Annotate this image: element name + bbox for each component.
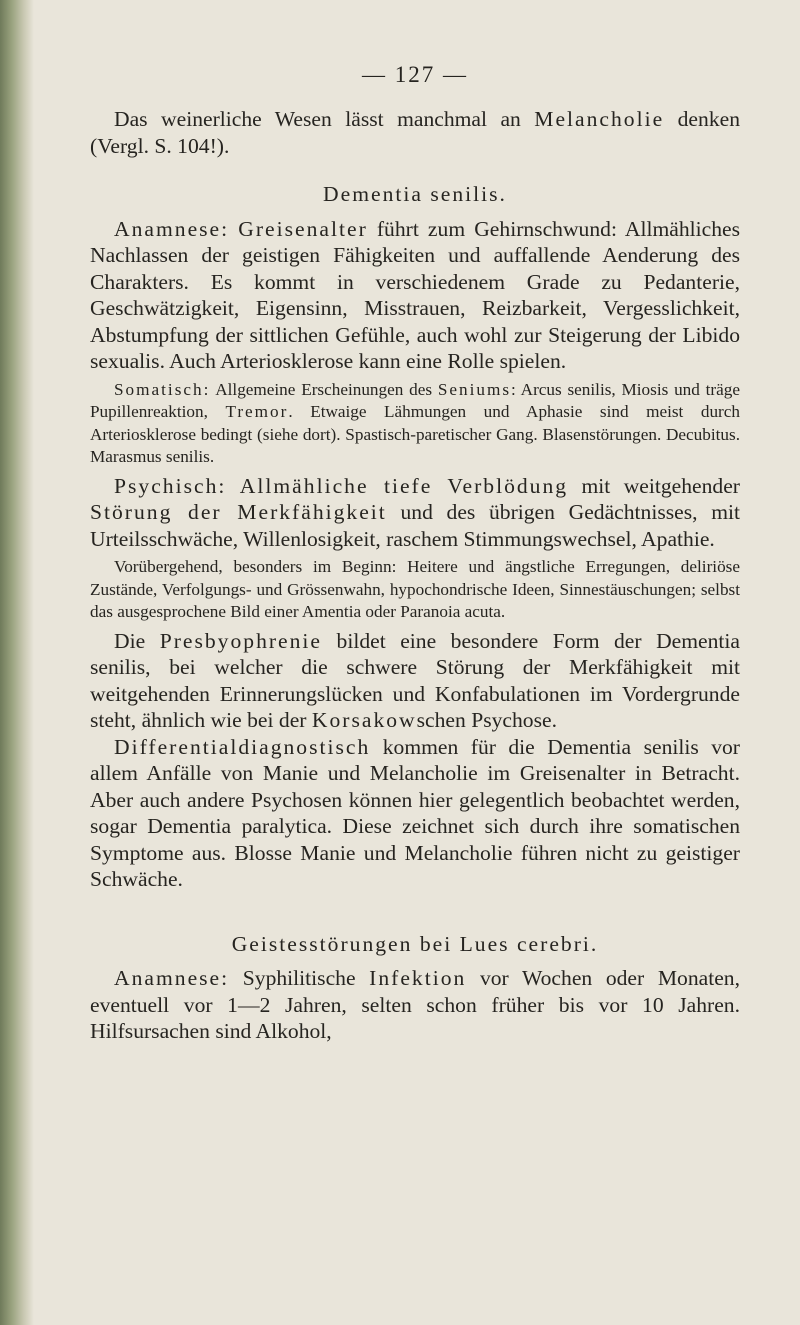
presbyophrenie-spaced1: Presbyophrenie bbox=[159, 628, 323, 653]
page-content bbox=[90, 62, 740, 1045]
section-title-lues-cerebri: Geistesstörungen bei Lues cerebri. bbox=[231, 931, 599, 956]
psychisch-paragraph bbox=[90, 473, 740, 553]
lues-anamnese-text-b: vor Wochen oder Monaten, eventuell vor 1—2 Jahren, selten schon früher bis vor 10 Jahren. Hilfsursachen sind Alkohol, bbox=[90, 966, 740, 1043]
presbyophrenie-text-a: Die bbox=[114, 628, 160, 653]
differential-text: kommen für die Dementia senilis vor allem Anfälle von Manie und Melancholie im Greisenalter in Betracht. Aber auch andere Psychosen können hier gelegentlich beobachtet werden, sogar Dementia paralytica. Diese zeichnet sich durch ihre somatischen Symptome aus. Blosse Manie und Melancholie führen nicht zu geistiger Schwäche. bbox=[90, 734, 740, 891]
psychisch-label: Psychisch: bbox=[114, 473, 227, 498]
intro-spaced: Melancholie bbox=[534, 107, 665, 131]
book-binding-edge bbox=[0, 0, 34, 1325]
anamnese-label: Anamnese: bbox=[114, 216, 230, 241]
intro-paragraph bbox=[90, 106, 740, 159]
somatisch-spaced2: Tremor bbox=[225, 402, 289, 421]
psychisch-spaced1: Allmähliche tiefe Verblödung bbox=[239, 473, 569, 498]
lues-anamnese-paragraph bbox=[90, 965, 740, 1045]
presbyophrenie-text-b: bildet eine besondere Form der Dementia senilis, bei welcher die schwere Störung der Merkfähigkeit mit weitgehenden Erinnerungslücken und Konfabulationen im Vordergrunde steht, ähnlich wie bei der bbox=[90, 628, 741, 732]
psychisch-spaced2: Störung der Merkfähigkeit bbox=[90, 500, 387, 524]
presbyophrenie-paragraph bbox=[90, 628, 740, 734]
differential-paragraph bbox=[90, 734, 740, 893]
somatisch-paragraph bbox=[90, 379, 740, 469]
anamnese-paragraph bbox=[90, 216, 740, 375]
lues-anamnese-text-a: Syphilitische bbox=[229, 966, 370, 990]
somatisch-text-a: Allgemeine Erscheinungen des bbox=[210, 379, 438, 399]
lues-anamnese-spaced: Infektion bbox=[369, 966, 467, 990]
section-title-dementia-senilis: Dementia senilis. bbox=[323, 182, 507, 206]
intro-text-a: Das weinerliche Wesen lässt manchmal an bbox=[114, 107, 535, 131]
somatisch-spaced1: Seniums bbox=[437, 379, 512, 399]
somatisch-text-b: : Arcus senilis, Miosis und träge Pupillenreaktion, bbox=[90, 379, 741, 421]
somatisch-label: Somatisch: bbox=[114, 379, 211, 399]
somatisch-text-c: . Etwaige Lähmungen und Aphasie sind meist durch Arteriosklerose bedingt (siehe dort). Spastisch-paretischer Gang. Blasenstörungen. Decubitus. Marasmus senilis. bbox=[90, 402, 740, 466]
presbyophrenie-text-c: schen Psychose. bbox=[416, 708, 557, 732]
page-number: — 127 — bbox=[362, 62, 468, 87]
psychisch-text-a: mit weitgehender bbox=[568, 473, 740, 498]
anamnese-text: führt zum Gehirnschwund: Allmähliches Nachlassen der geistigen Fähigkeiten und auffallende Aenderung des Charakters. Es kommt in verschiedenem Grade zu Pedanterie, Geschwätzigkeit, Eigensinn, Misstrauen, Reizbarkeit, Vergesslichkeit, Abstumpfung der sittlichen Gefühle, auch wohl zur Steigerung der Libido sexualis. Auch Arteriosklerose kann eine Rolle spielen. bbox=[90, 216, 740, 373]
differential-spaced: Differentialdiagnostisch bbox=[114, 734, 371, 759]
lues-anamnese-label: Anamnese: bbox=[114, 966, 230, 990]
voruebergehend-paragraph: Vorübergehend, besonders im Beginn: Heitere und ängstliche Erregungen, deliriöse Zustände, Verfolgungs- und Grössenwahn, hypochondrische Ideen, Sinnestäuschungen; selbst das ausgesprochene Bild einer Amentia oder Paranoia acuta. bbox=[90, 557, 740, 621]
intro-text-b: denken (Vergl. S. 104!). bbox=[90, 107, 740, 158]
presbyophrenie-spaced2: Korsakow bbox=[311, 708, 417, 732]
anamnese-spaced: Greisenalter bbox=[238, 216, 368, 241]
psychisch-text-b: und des übrigen Gedächtnisses, mit Urteilsschwäche, Willenlosigkeit, raschem Stimmungswechsel, Apathie. bbox=[90, 500, 740, 551]
